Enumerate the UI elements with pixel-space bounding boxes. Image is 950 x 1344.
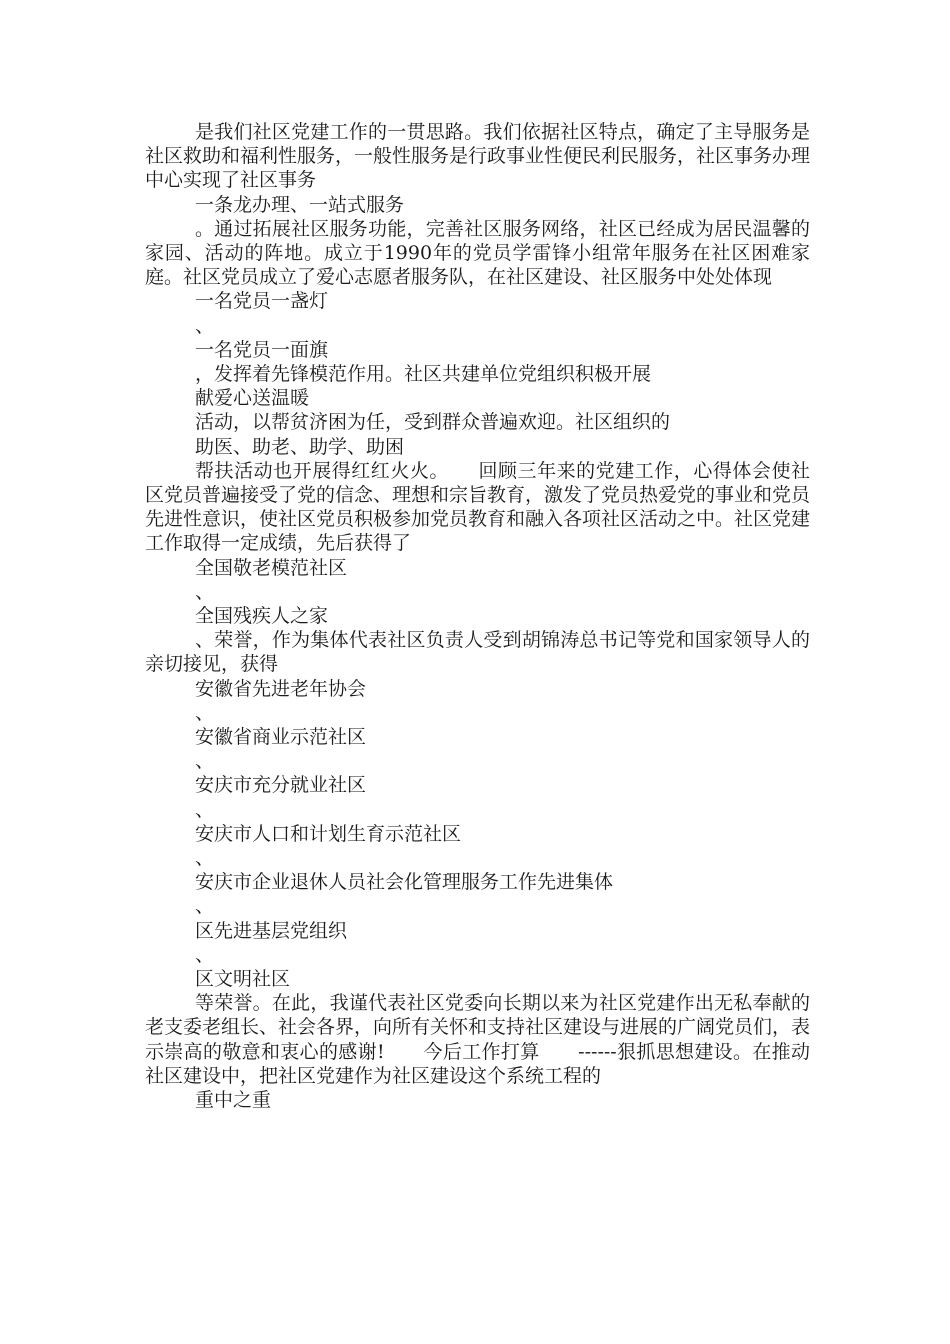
text-line: 全国残疾人之家 — [195, 605, 329, 628]
separator-mark: 、 — [195, 750, 215, 773]
paragraph: 。通过拓展社区服务功能，完善社区服务网络，社区已经成为居民温馨的家园、活动的阵地。成立于1990年的党员学雷锋小组常年服务在社区困难家庭。社区党员成立了爱心志愿者服务队，在社区建设、社区服务中处处体现 — [145, 217, 810, 289]
text-line: 助医、助老、助学、助困 — [195, 435, 405, 458]
text-line: 重中之重 — [195, 1089, 272, 1111]
separator-mark: 、 — [195, 314, 215, 337]
paragraph: 是我们社区党建工作的一贯思路。我们依据社区特点，确定了主导服务是社区救助和福利性服务，一般性服务是行政事业性便民利民服务，社区事务办理中心实现了社区事务 — [145, 121, 811, 192]
text-line: 区先进基层党组织 — [195, 919, 348, 942]
text-line: 一名党员一面旗 — [195, 338, 329, 361]
text-line: 安庆市人口和计划生育示范社区 — [195, 822, 462, 845]
text-line: 一名党员一盏灯 — [195, 290, 329, 313]
text-line: 区文明社区 — [195, 967, 291, 990]
text-line: 安徽省商业示范社区 — [195, 726, 367, 749]
separator-mark: 、 — [195, 847, 215, 870]
text-line: 献爱心送温暖 — [195, 387, 310, 410]
text-line: 安庆市充分就业社区 — [195, 774, 367, 797]
paragraph: 帮扶活动也开展得红红火火。 回顾三年来的党建工作，心得体会使社区党员普遍接受了党的信念、理想和宗旨教育，激发了党员热爱党的事业和党员先进性意识，使社区党员积极参加党员教育和融入各项社区活动之中。社区党建工作取得一定成绩，先后获得了 — [145, 459, 811, 555]
separator-mark: 、 — [195, 798, 215, 821]
paragraph: 、荣誉，作为集体代表社区负责人受到胡锦涛总书记等党和国家领导人的亲切接见，获得 — [145, 629, 810, 676]
text-line: ，发挥着先锋模范作用。社区共建单位党组织积极开展 — [195, 363, 652, 386]
separator-mark: 、 — [195, 701, 215, 724]
separator-mark: 、 — [195, 895, 215, 918]
separator-mark: 、 — [195, 580, 215, 603]
text-line: 安徽省先进老年协会 — [195, 677, 367, 700]
document-body — [145, 120, 810, 1112]
text-line: 活动，以帮贫济困为任，受到群众普遍欢迎。社区组织的 — [195, 411, 671, 434]
text-line: 安庆市企业退休人员社会化管理服务工作先进集体 — [195, 871, 614, 894]
text-line: 全国敬老模范社区 — [195, 556, 348, 579]
separator-mark: 、 — [195, 943, 215, 966]
text-line: 一条龙办理、一站式服务 — [195, 193, 405, 216]
paragraph: 等荣誉。在此，我谨代表社区党委向长期以来为社区党建作出无私奉献的老支委老组长、社会各界，向所有关怀和支持社区建设与进展的广阔党员们，表示崇高的敬意和衷心的感谢! 今后工作打算 ------狠抓思想建设。在推动社区建设中，把社区党建作为社区建设这个系统工程的 — [145, 992, 811, 1087]
